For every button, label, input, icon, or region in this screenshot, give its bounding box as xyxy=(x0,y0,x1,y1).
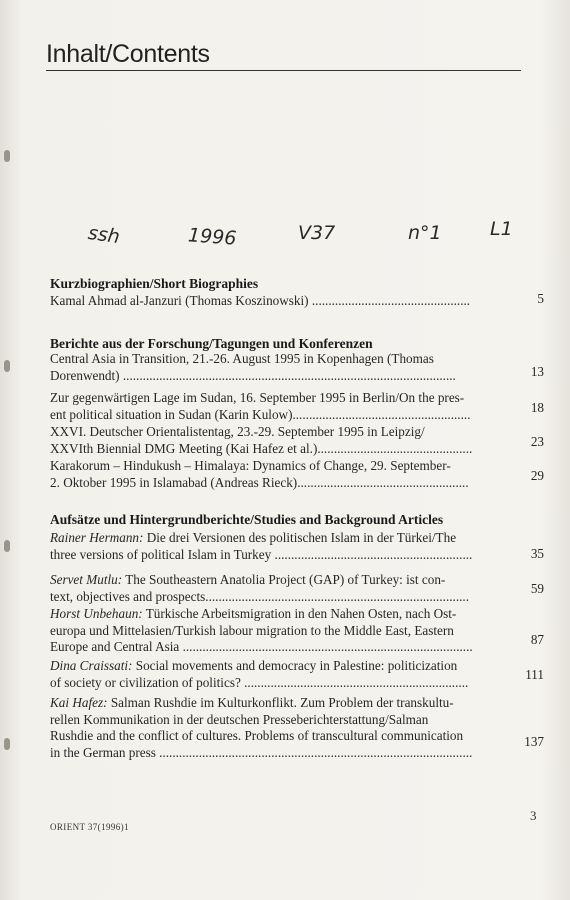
entry-line: ent political situation in Sudan (Karin Kulow)...................................................... xyxy=(50,406,471,422)
page-number: 18 xyxy=(530,400,544,415)
entry-line: Karakorum – Hindukush – Himalaya: Dynamics of Change, 29. September- xyxy=(50,458,451,473)
entry-line xyxy=(50,530,500,547)
title-rule xyxy=(46,70,521,71)
entry-line: Zur gegenwärtigen Lage im Sudan, 16. September 1995 in Berlin/On the pres- xyxy=(50,390,465,405)
binding-mark xyxy=(4,540,10,552)
page-number: 87 xyxy=(530,632,544,647)
binding-mark xyxy=(4,738,10,750)
page-number: 111 xyxy=(525,667,544,682)
toc-entry[interactable] xyxy=(50,658,500,691)
page-number: 5 xyxy=(537,291,544,306)
toc-entry[interactable] xyxy=(50,293,500,310)
folio-page-number: 3 xyxy=(530,808,537,823)
entry-line xyxy=(50,695,500,712)
entry-text: Die drei Versionen des politischen Islam in der Türkei/The xyxy=(146,530,457,545)
handwriting-fragment: V37 xyxy=(298,222,336,244)
entry-line: Central Asia in Transition, 21.-26. August 1995 in Kopenhagen (Thomas xyxy=(50,351,434,366)
toc-entry[interactable] xyxy=(50,458,500,491)
binding-mark xyxy=(4,150,10,162)
entry-line: three versions of political Islam in Turkey ............................................................ xyxy=(50,546,473,562)
section-title: Aufsätze und Hintergrundberichte/Studies and Background Articles xyxy=(50,512,444,527)
page-number: 35 xyxy=(530,546,544,561)
entry-line: Rushdie and the conflict of cultures. Problems of transcultural communication xyxy=(50,728,464,743)
page-number: 13 xyxy=(530,364,544,379)
binding-mark xyxy=(4,360,10,372)
entry-line: Dorenwendt) ..................................................................................................... xyxy=(50,367,456,383)
toc-entry[interactable] xyxy=(50,424,500,457)
entry-author: Dina Craissati: xyxy=(50,658,133,673)
toc-entry[interactable] xyxy=(50,572,500,605)
toc-entry[interactable] xyxy=(50,530,500,563)
handwriting-fragment: n°1 xyxy=(408,222,442,244)
page-number: 59 xyxy=(530,581,544,596)
entry-line xyxy=(50,572,500,589)
entry-author: Servet Mutlu: xyxy=(50,572,123,587)
handwriting-fragment: ssh xyxy=(86,221,122,249)
toc-entry[interactable] xyxy=(50,695,500,761)
handwriting-fragment: L1 xyxy=(490,218,513,240)
section-title: Berichte aus der Forschung/Tagungen und Konferenzen xyxy=(50,336,373,351)
page-number: 23 xyxy=(530,434,544,449)
entry-line: XXVIth Biennial DMG Meeting (Kai Hafez et al.)............................................... xyxy=(50,440,473,456)
entry-line: 2. Oktober 1995 in Islamabad (Andreas Rieck).................................................... xyxy=(50,474,469,490)
toc-entry[interactable] xyxy=(50,351,500,384)
entry-text: The Southeastern Anatolia Project (GAP) of Turkey: ist con- xyxy=(125,572,446,587)
entry-text: Social movements and democracy in Palestine: politicization xyxy=(135,658,458,673)
entry-author: Rainer Hermann: xyxy=(50,530,144,545)
entry-text: Türkische Arbeitsmigration in den Nahen Osten, nach Ost- xyxy=(145,606,457,621)
page-number: 137 xyxy=(524,734,544,749)
entry-line: europa und Mittelasien/Turkish labour migration to the Middle East, Eastern xyxy=(50,622,454,638)
entry-line: Kamal Ahmad al-Janzuri (Thomas Koszinowski) ................................................ xyxy=(50,293,471,308)
handwritten-note xyxy=(88,220,528,260)
entry-line xyxy=(50,606,500,623)
entry-line: rellen Kommunikation in der deutschen Presseberichterstattung/Salman xyxy=(50,711,429,727)
page-number: 29 xyxy=(530,468,544,483)
page-title: Inhalt/Contents xyxy=(46,40,210,68)
entry-author: Horst Unbehaun: xyxy=(50,606,143,621)
entry-line: in the German press ............................................................................................... xyxy=(50,744,473,760)
toc-entry[interactable] xyxy=(50,390,500,423)
journal-citation: ORIENT 37(1996)1 xyxy=(50,822,129,832)
section-title: Kurzbiographien/Short Biographies xyxy=(50,276,259,291)
entry-line: XXVI. Deutscher Orientalistentag, 23.-29. September 1995 in Leipzig/ xyxy=(50,424,425,439)
entry-line xyxy=(50,658,500,675)
toc-entry[interactable] xyxy=(50,606,500,656)
entry-line: of society or civilization of politics? .................................................................... xyxy=(50,674,469,690)
entry-line: text, objectives and prospects................................................................................ xyxy=(50,588,470,604)
entry-line: Europe and Central Asia ........................................................................................ xyxy=(50,639,473,654)
handwriting-fragment: 1996 xyxy=(187,224,238,250)
entry-text: Salman Rushdie im Kulturkonflikt. Zum Problem der transkultu- xyxy=(110,695,454,710)
entry-author: Kai Hafez: xyxy=(50,695,108,710)
